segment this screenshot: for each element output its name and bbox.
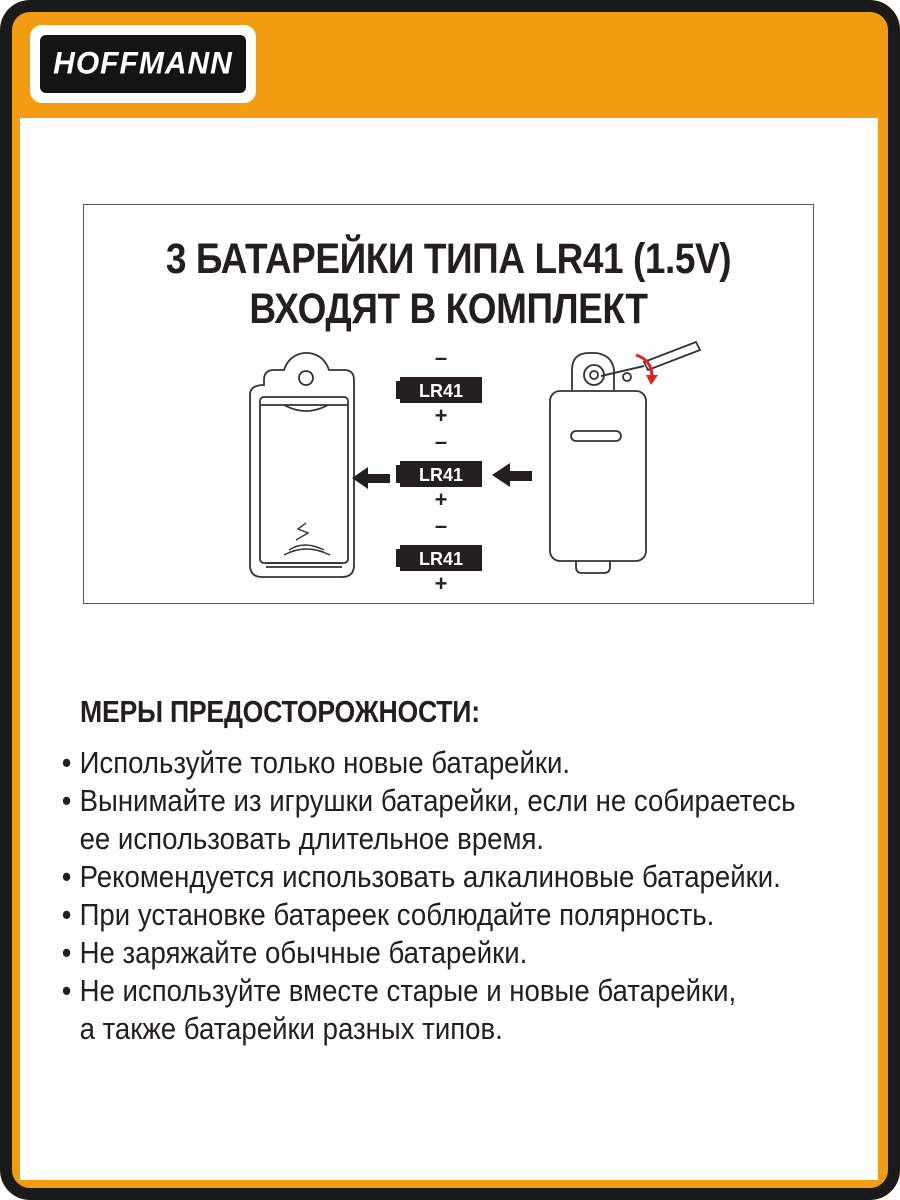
battery-compartment-icon (250, 353, 354, 577)
list-item (60, 972, 772, 1010)
list-item (60, 858, 781, 896)
list-item-text: ее использовать длительное время. (79, 821, 545, 856)
bullet-dot: • (61, 973, 72, 1008)
battery-cover-icon (550, 353, 646, 573)
precautions-title: МЕРЫ ПРЕДОСТОРОЖНОСТИ: (80, 694, 480, 729)
cell2-minus: – (434, 429, 448, 454)
brand-logo-inner (40, 35, 246, 93)
list-item (60, 744, 772, 782)
cell1-plus: + (434, 403, 448, 428)
cell1-minus: – (434, 345, 448, 370)
list-item-text: Рекомендуется использовать алкалиновые батарейки. (79, 859, 781, 894)
list-item-text: Используйте только новые батарейки. (79, 745, 571, 780)
cell3-label: LR41 (418, 549, 464, 569)
diagram-title-line1: 3 БАТАРЕЙКИ ТИПА LR41 (1.5V) (165, 235, 732, 283)
list-item-text: Вынимайте из игрушки батарейки, если не собираетесь (79, 783, 796, 818)
list-item-text: Не заряжайте обычные батарейки. (79, 935, 528, 970)
list-item-text: При установке батареек соблюдайте полярность. (79, 897, 715, 932)
diagram-title-line2: ВХОДЯТ В КОМПЛЕКТ (249, 285, 648, 333)
list-item (60, 934, 772, 972)
bullet-dot: • (61, 783, 72, 818)
brand-logo-text: HOFFMANN (53, 46, 233, 81)
list-item-text: Не используйте вместе старые и новые батарейки, (79, 973, 737, 1008)
cell2-plus: + (434, 487, 448, 512)
precautions-list (60, 744, 860, 1048)
cell3-minus: – (434, 513, 448, 538)
cell3-plus: + (434, 571, 448, 596)
list-item-text: а также батарейки разных типов. (79, 1011, 503, 1046)
bullet-dot: • (61, 745, 72, 780)
screwdriver-icon (601, 342, 700, 385)
list-item (60, 896, 772, 934)
bullet-dot: • (61, 859, 72, 894)
battery-cell-1 (396, 345, 482, 428)
bullet-dot: • (61, 935, 72, 970)
list-item-continuation (60, 1010, 772, 1048)
cell1-label: LR41 (418, 381, 464, 401)
list-item-continuation (60, 820, 772, 858)
battery-diagram (83, 204, 814, 604)
brand-logo (30, 25, 256, 103)
diagram-illustration (84, 205, 815, 605)
list-item (60, 782, 796, 820)
cell2-label: LR41 (418, 465, 464, 485)
bullet-dot: • (61, 897, 72, 932)
battery-cell-3 (396, 513, 482, 596)
battery-cell-2 (396, 429, 482, 512)
